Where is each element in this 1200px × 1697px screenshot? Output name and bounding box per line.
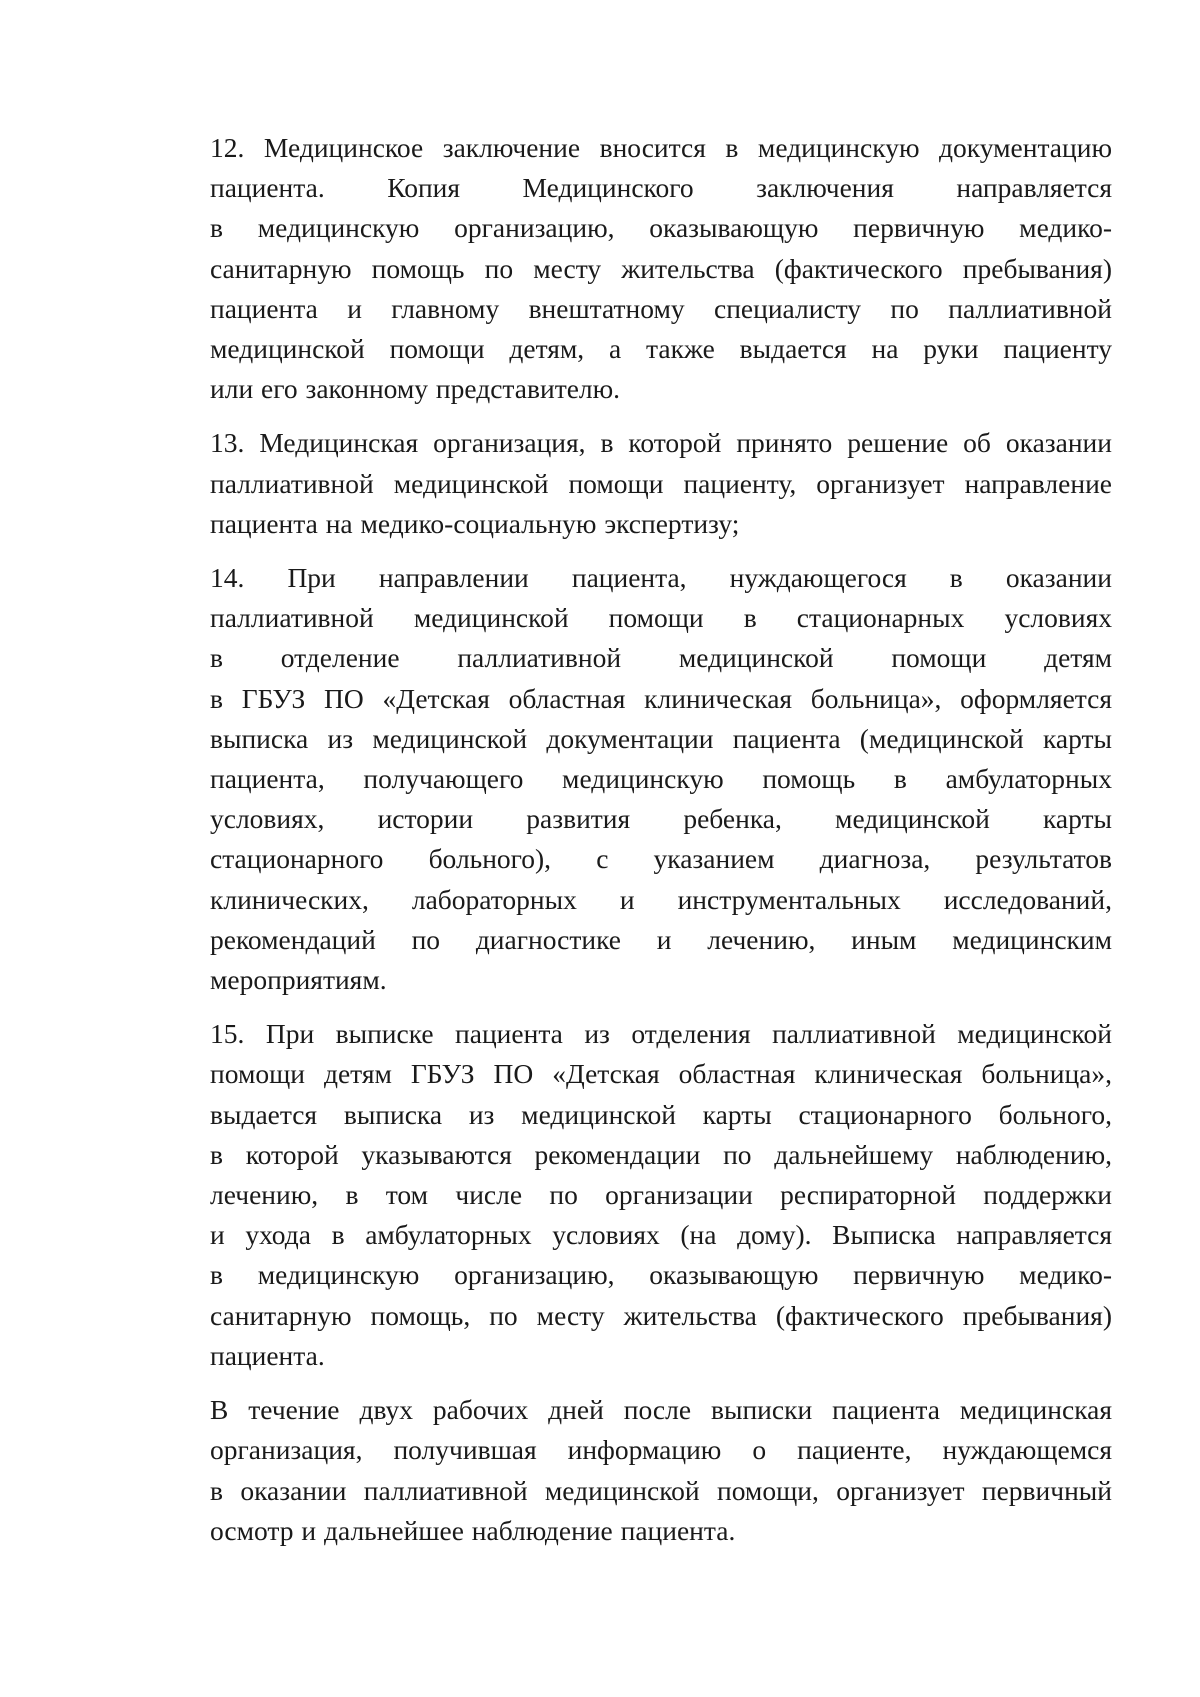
text-line: пациента, получающего медицинскую помощь в амбулаторных [210, 763, 1112, 795]
text-line: в ГБУЗ ПО «Детская областная клиническая больница», оформляется [210, 682, 1112, 714]
text-line: выдается выписка из медицинской карты стационарного больного, [210, 1098, 1112, 1130]
paragraph-final [210, 1390, 1112, 1551]
text-line: стационарного больного), с указанием диагноза, результатов [210, 843, 1112, 875]
text-line: рекомендаций по диагностике и лечению, иным медицинским [210, 923, 1112, 955]
document-body [210, 128, 1112, 1565]
text-line: и ухода в амбулаторных условиях (на дому). Выписка направляется [210, 1219, 1112, 1251]
text-line: выписка из медицинской документации пациента (медицинской карты [210, 722, 1112, 754]
text-line: 12. Медицинское заключение вносится в медицинскую документацию [210, 132, 1112, 163]
text-line: паллиативной медицинской помощи пациенту, организует направление [210, 467, 1112, 499]
paragraph-12 [210, 128, 1112, 409]
text-line: в отделение паллиативной медицинской помощи детям [210, 642, 1112, 674]
text-line: осмотр и дальнейшее наблюдение пациента. [210, 1514, 736, 1546]
text-line: санитарную помощь, по месту жительства (фактического пребывания) [210, 1299, 1112, 1331]
text-line: В течение двух рабочих дней после выписки пациента медицинская [210, 1394, 1112, 1426]
text-line: 15. При выписке пациента из отделения паллиативной медицинской [210, 1018, 1112, 1050]
text-line: лечению, в том числе по организации респираторной поддержки [210, 1179, 1112, 1211]
text-line: 14. При направлении пациента, нуждающегося в оказании [210, 562, 1112, 594]
paragraph-13 [210, 423, 1112, 544]
paragraph-14 [210, 558, 1112, 1000]
text-line: помощи детям ГБУЗ ПО «Детская областная клиническая больница», [210, 1058, 1112, 1090]
text-line: клинических, лабораторных и инструментальных исследований, [210, 883, 1112, 915]
text-line: в которой указываются рекомендации по дальнейшему наблюдению, [210, 1138, 1112, 1170]
text-line: в оказании паллиативной медицинской помощи, организует первичный [210, 1474, 1112, 1506]
text-line: мероприятиям. [210, 964, 387, 996]
text-line: медицинской помощи детям, а также выдается на руки пациенту [210, 333, 1112, 365]
text-line: пациента и главному внештатному специалисту по паллиативной [210, 292, 1112, 324]
text-line: пациента на медико-социальную экспертизу; [210, 507, 740, 539]
text-line: пациента. Копия Медицинского заключения направляется [210, 172, 1112, 204]
paragraph-15 [210, 1014, 1112, 1376]
text-line: условиях, истории развития ребенка, медицинской карты [210, 803, 1112, 835]
text-line: или его законному представителю. [210, 373, 621, 405]
text-line: пациента. [210, 1339, 325, 1371]
text-line: санитарную помощь по месту жительства (фактического пребывания) [210, 252, 1112, 284]
text-line: организация, получившая информацию о пациенте, нуждающемся [210, 1434, 1112, 1466]
text-line: паллиативной медицинской помощи в стационарных условиях [210, 602, 1112, 634]
text-line: 13. Медицинская организация, в которой принято решение об оказании [210, 427, 1112, 459]
text-line: в медицинскую организацию, оказывающую первичную медико- [210, 212, 1112, 244]
text-line: в медицинскую организацию, оказывающую первичную медико- [210, 1259, 1112, 1291]
